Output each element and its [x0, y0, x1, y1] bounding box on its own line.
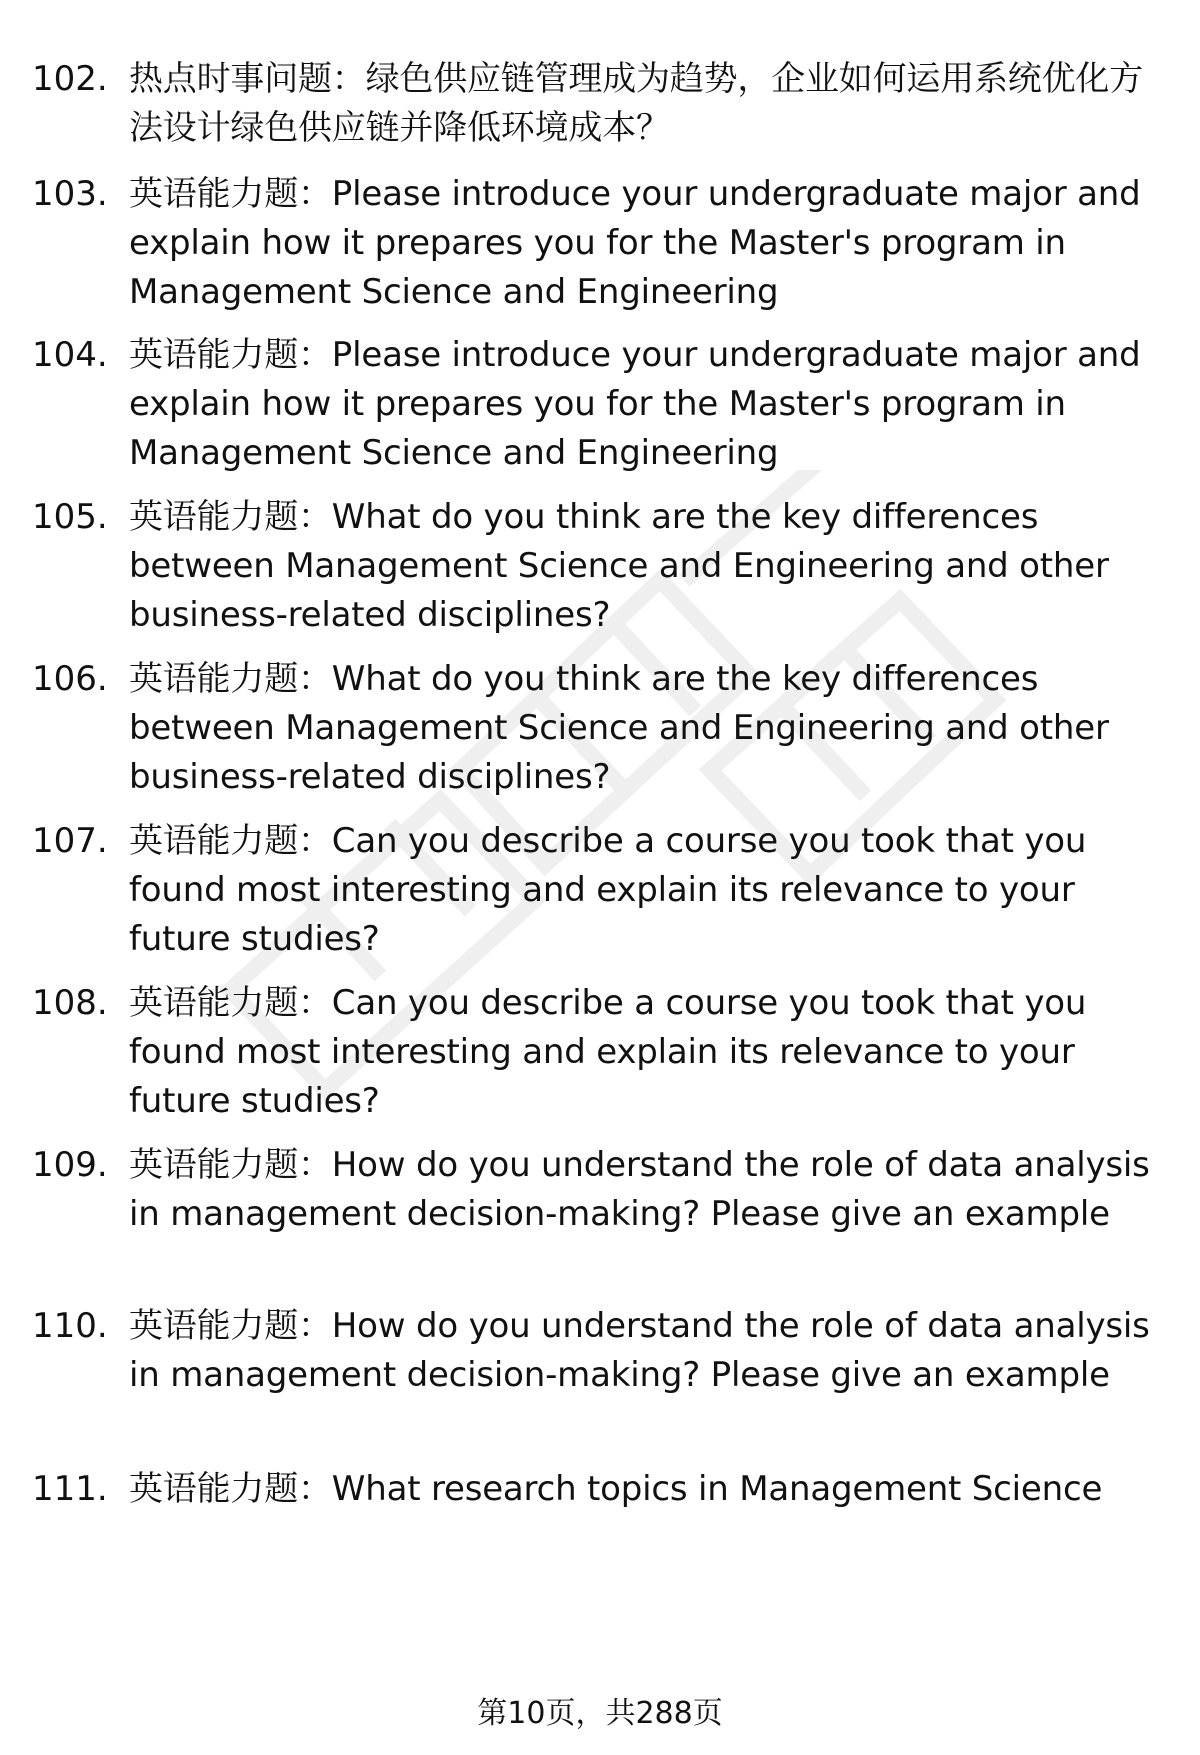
question-number: 111. — [32, 1469, 108, 1509]
question-text: 英语能力题：What do you think are the key differences between Management Science and Engineering and other business-related disciplines? — [129, 497, 1109, 635]
question-text: 英语能力题：What research topics in Management Science — [129, 1469, 1103, 1509]
question-item — [32, 1141, 1172, 1239]
question-item — [32, 331, 1172, 478]
question-number: 104. — [32, 335, 108, 375]
question-text: 英语能力题：Can you describe a course you took that you found most interesting and explain its relevance to your future studies? — [129, 983, 1087, 1121]
question-item — [32, 655, 1172, 802]
question-text: 英语能力题：Can you describe a course you took that you found most interesting and explain its relevance to your future studies? — [129, 821, 1087, 959]
question-item — [32, 817, 1172, 964]
question-item — [32, 1302, 1172, 1400]
question-number: 105. — [32, 497, 108, 537]
question-item — [32, 979, 1172, 1126]
question-text: 热点时事问题：绿色供应链管理成为趋势，企业如何运用系统优化方法设计绿色供应链并降低环境成本？ — [129, 59, 1143, 148]
question-item — [32, 493, 1172, 640]
question-number: 103. — [32, 174, 108, 214]
question-number: 102. — [32, 59, 108, 99]
question-text: 英语能力题：Please introduce your undergraduate major and explain how it prepares you for the Master's program in Management Science and Engineering — [129, 174, 1141, 312]
question-text: 英语能力题：How do you understand the role of data analysis in management decision-making? Please give an example — [129, 1306, 1150, 1395]
page-number: 第10页，共288页 — [477, 1696, 723, 1731]
question-item — [32, 170, 1172, 317]
question-number: 110. — [32, 1306, 108, 1346]
question-number: 108. — [32, 983, 108, 1023]
question-number: 109. — [32, 1145, 108, 1185]
question-item — [32, 1465, 1172, 1514]
question-text: 英语能力题：What do you think are the key differences between Management Science and Engineering and other business-related disciplines? — [129, 659, 1109, 797]
page-footer — [0, 1694, 1200, 1734]
question-text: 英语能力题：Please introduce your undergraduate major and explain how it prepares you for the Master's program in Management Science and Engineering — [129, 335, 1141, 473]
question-number: 106. — [32, 659, 108, 699]
question-text: 英语能力题：How do you understand the role of data analysis in management decision-making? Please give an example — [129, 1145, 1150, 1234]
question-item — [32, 55, 1172, 153]
question-number: 107. — [32, 821, 108, 861]
